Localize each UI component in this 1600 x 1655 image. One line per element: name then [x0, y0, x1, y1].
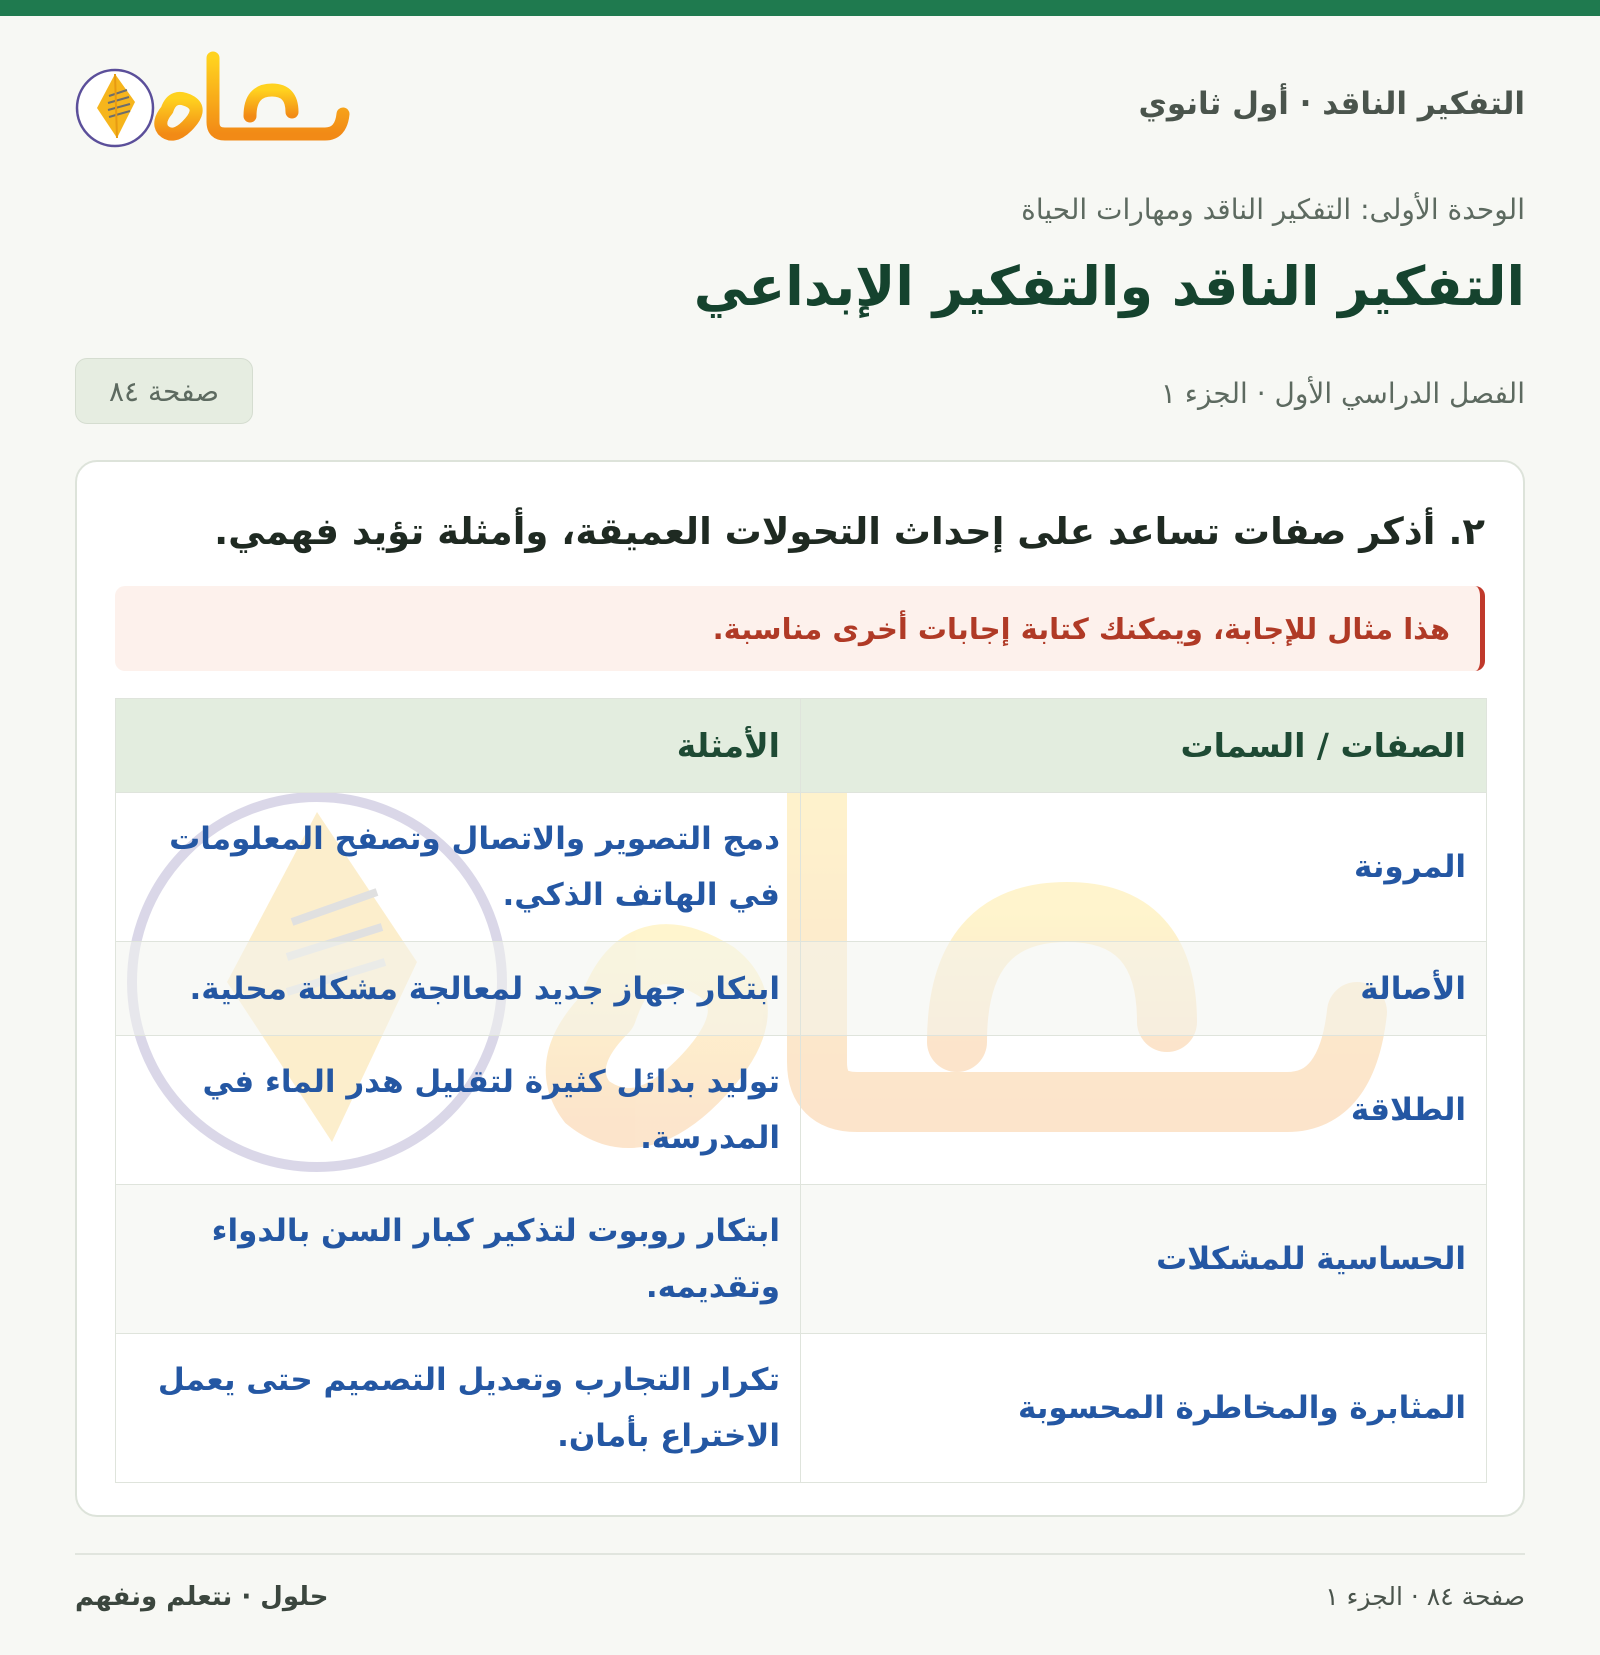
table-row — [116, 942, 1487, 1036]
answers-table — [115, 698, 1487, 1483]
page-badge: صفحة ٨٤ — [75, 358, 253, 424]
footer-brand: حلول · نتعلم ونفهم — [75, 1582, 329, 1612]
hulul-logo — [72, 50, 345, 165]
table-header-row — [116, 699, 1487, 793]
top-accent-bar — [0, 0, 1600, 16]
answer-card — [75, 460, 1525, 1517]
footer-divider — [75, 1553, 1525, 1555]
note-box — [115, 586, 1485, 671]
example-cell: تكرار التجارب وتعديل التصميم حتى يعمل الاختراع بأمان. — [116, 1334, 801, 1483]
example-cell: ابتكار جهاز جديد لمعالجة مشكلة محلية. — [116, 942, 801, 1036]
table-row — [116, 1334, 1487, 1483]
trait-cell: الأصالة — [801, 942, 1487, 1036]
trait-cell: المرونة — [801, 793, 1487, 942]
trait-cell: الطلاقة — [801, 1036, 1487, 1185]
table-row — [116, 1036, 1487, 1185]
trait-cell: المثابرة والمخاطرة المحسوبة — [801, 1334, 1487, 1483]
lesson-title: التفكير الناقد والتفكير الإبداعي — [693, 255, 1525, 318]
course-title: التفكير الناقد · أول ثانوي — [1138, 86, 1525, 122]
table-row — [116, 1185, 1487, 1334]
term-label: الفصل الدراسي الأول · الجزء ١ — [1160, 377, 1525, 410]
example-cell: ابتكار روبوت لتذكير كبار السن بالدواء وتقديمه. — [116, 1185, 801, 1334]
example-cell: دمج التصوير والاتصال وتصفح المعلومات في الهاتف الذكي. — [116, 793, 801, 942]
logo-lettering: حلول — [72, 50, 75, 51]
footer-page-info: صفحة ٨٤ · الجزء ١ — [1325, 1582, 1525, 1611]
question-text: ٢. أذكر صفات تساعد على إحداث التحولات العميقة، وأمثلة تؤيد فهمي. — [214, 510, 1485, 553]
header-examples: الأمثلة — [116, 699, 801, 793]
unit-label: الوحدة الأولى: التفكير الناقد ومهارات الحياة — [1021, 193, 1525, 226]
example-cell: توليد بدائل كثيرة لتقليل هدر الماء في المدرسة. — [116, 1036, 801, 1185]
header-traits: الصفات / السمات — [801, 699, 1487, 793]
page-header — [72, 50, 1525, 165]
trait-cell: الحساسية للمشكلات — [801, 1185, 1487, 1334]
table-row — [116, 793, 1487, 942]
note-text: هذا مثال للإجابة، ويمكنك كتابة إجابات أخرى مناسبة. — [712, 611, 1450, 646]
